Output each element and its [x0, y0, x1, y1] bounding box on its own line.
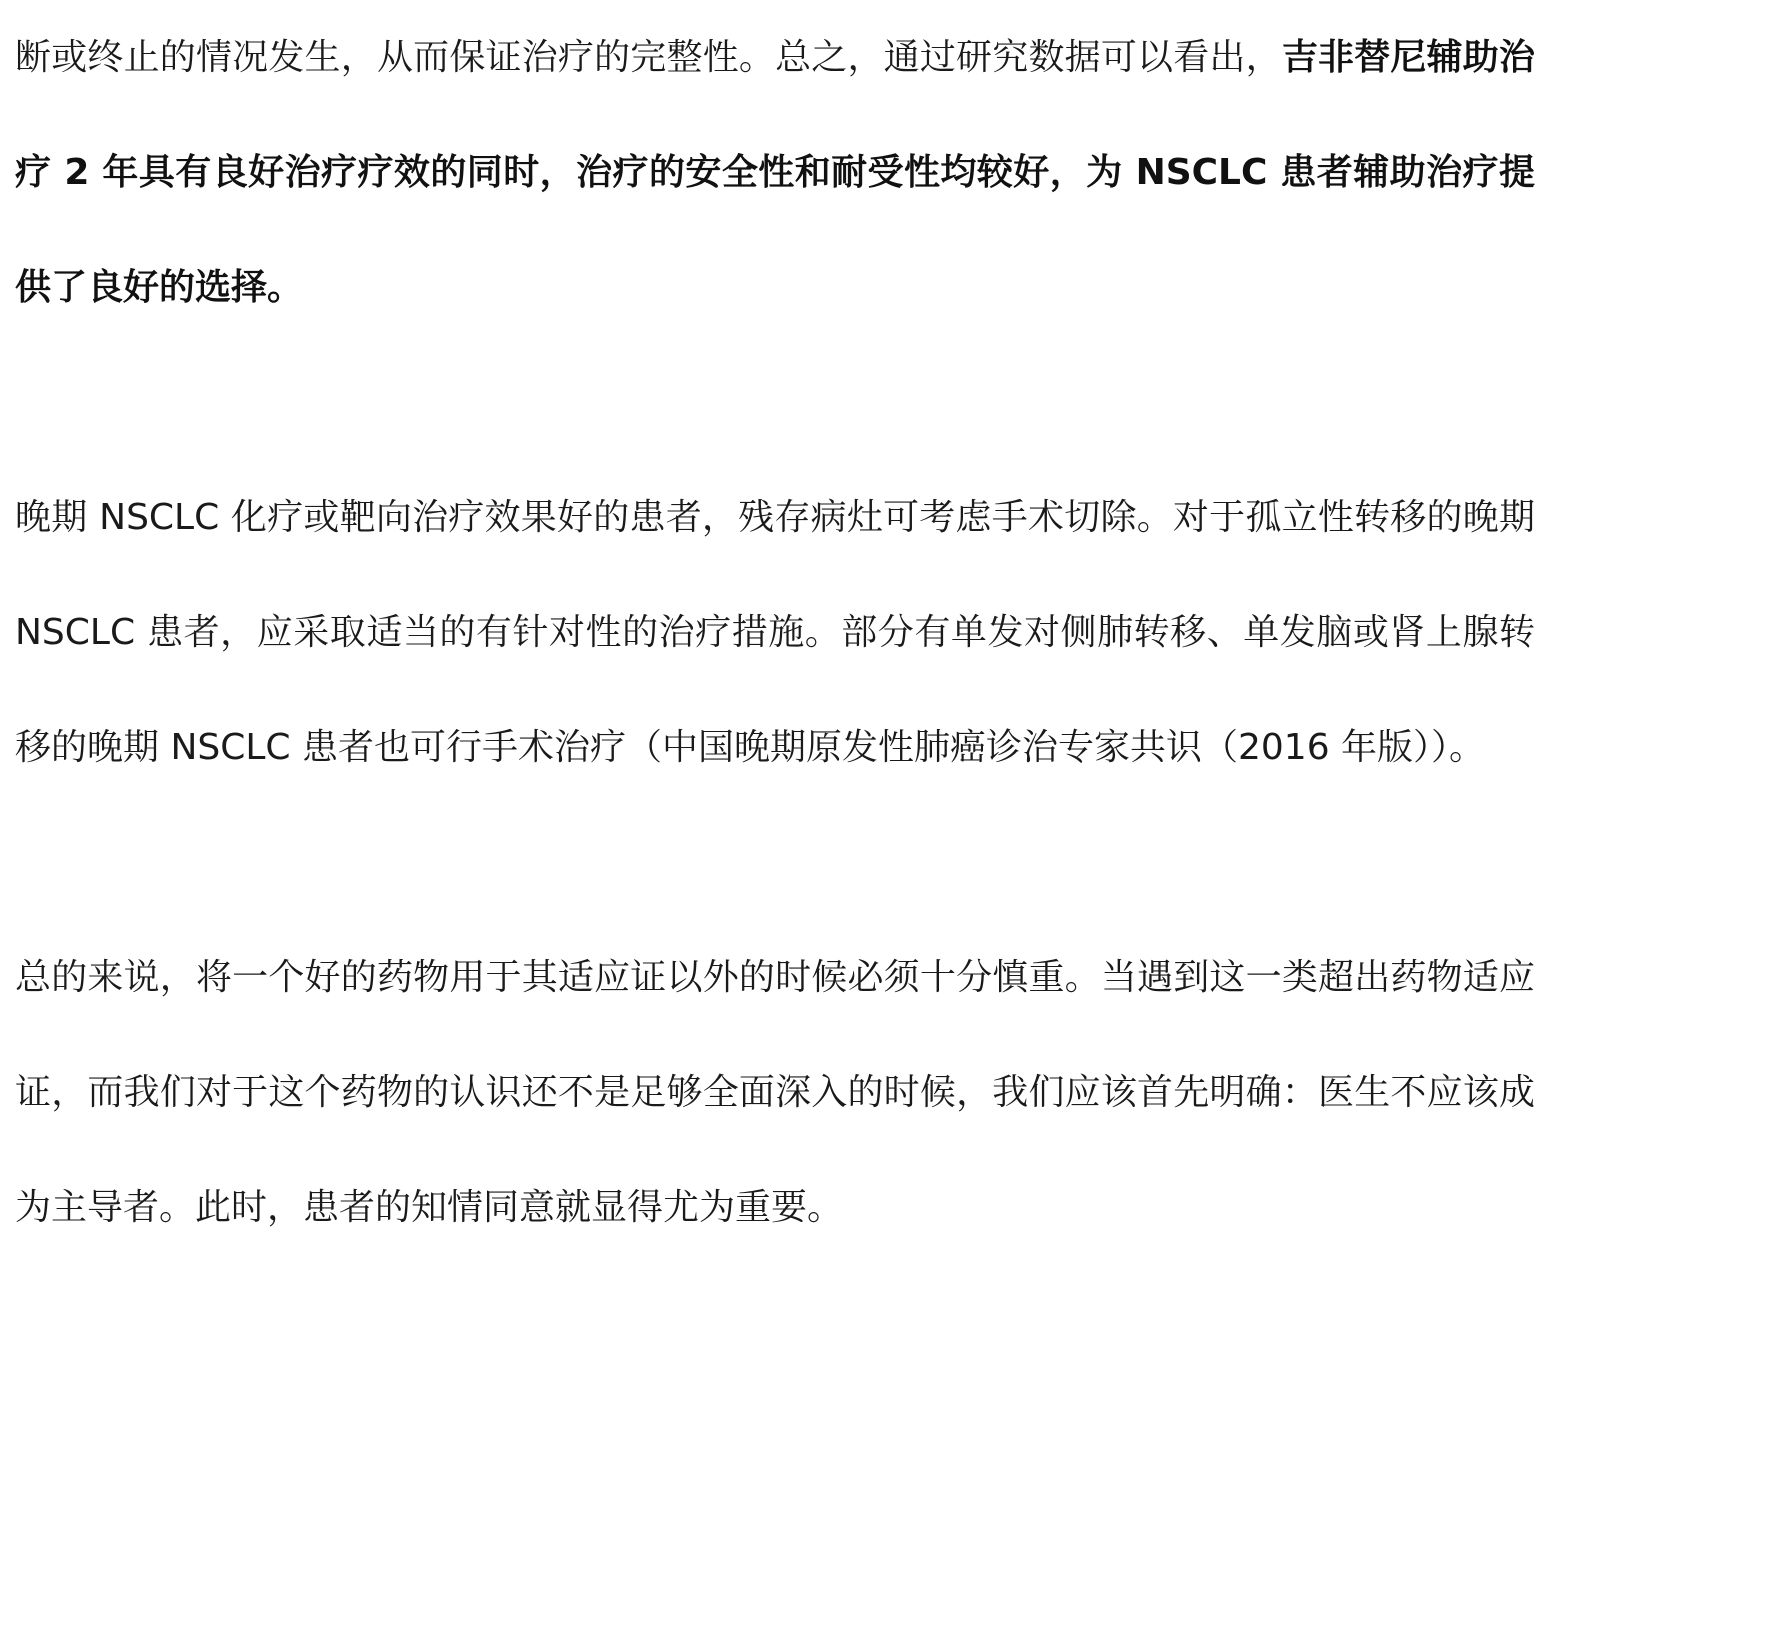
paragraph-advanced-nsclc-surgery: 晚期 NSCLC 化疗或靶向治疗效果好的患者，残存病灶可考虑手术切除。对于孤立性转移的晚期 NSCLC 患者，应采取适当的有针对性的治疗措施。部分有单发对侧肺转移、单发脑或肾上腺转移的晚期 NSCLC 患者也可行手术治疗（中国晚期原发性肺癌诊治专家共识（2016 年版））。 — [15, 497, 1535, 768]
paragraph-gefitinib-summary — [15, 0, 1535, 345]
paragraph-lead-text: 断或终止的情况发生，从而保证治疗的完整性。总之，通过研究数据可以看出， — [15, 37, 1282, 78]
paragraph-off-label-caution: 总的来说，将一个好的药物用于其适应证以外的时候必须十分慎重。当遇到这一类超出药物适应证，而我们对于这个药物的认识还不是足够全面深入的时候，我们应该首先明确：医生不应该成为主导者。此时，患者的知情同意就显得尤为重要。 — [15, 957, 1535, 1228]
paragraph-bold-conclusion: 吉非替尼辅助治疗 2 年具有良好治疗疗效的同时，治疗的安全性和耐受性均较好，为 NSCLC 患者辅助治疗提供了良好的选择。 — [15, 37, 1535, 308]
article-body — [15, 0, 1535, 1265]
